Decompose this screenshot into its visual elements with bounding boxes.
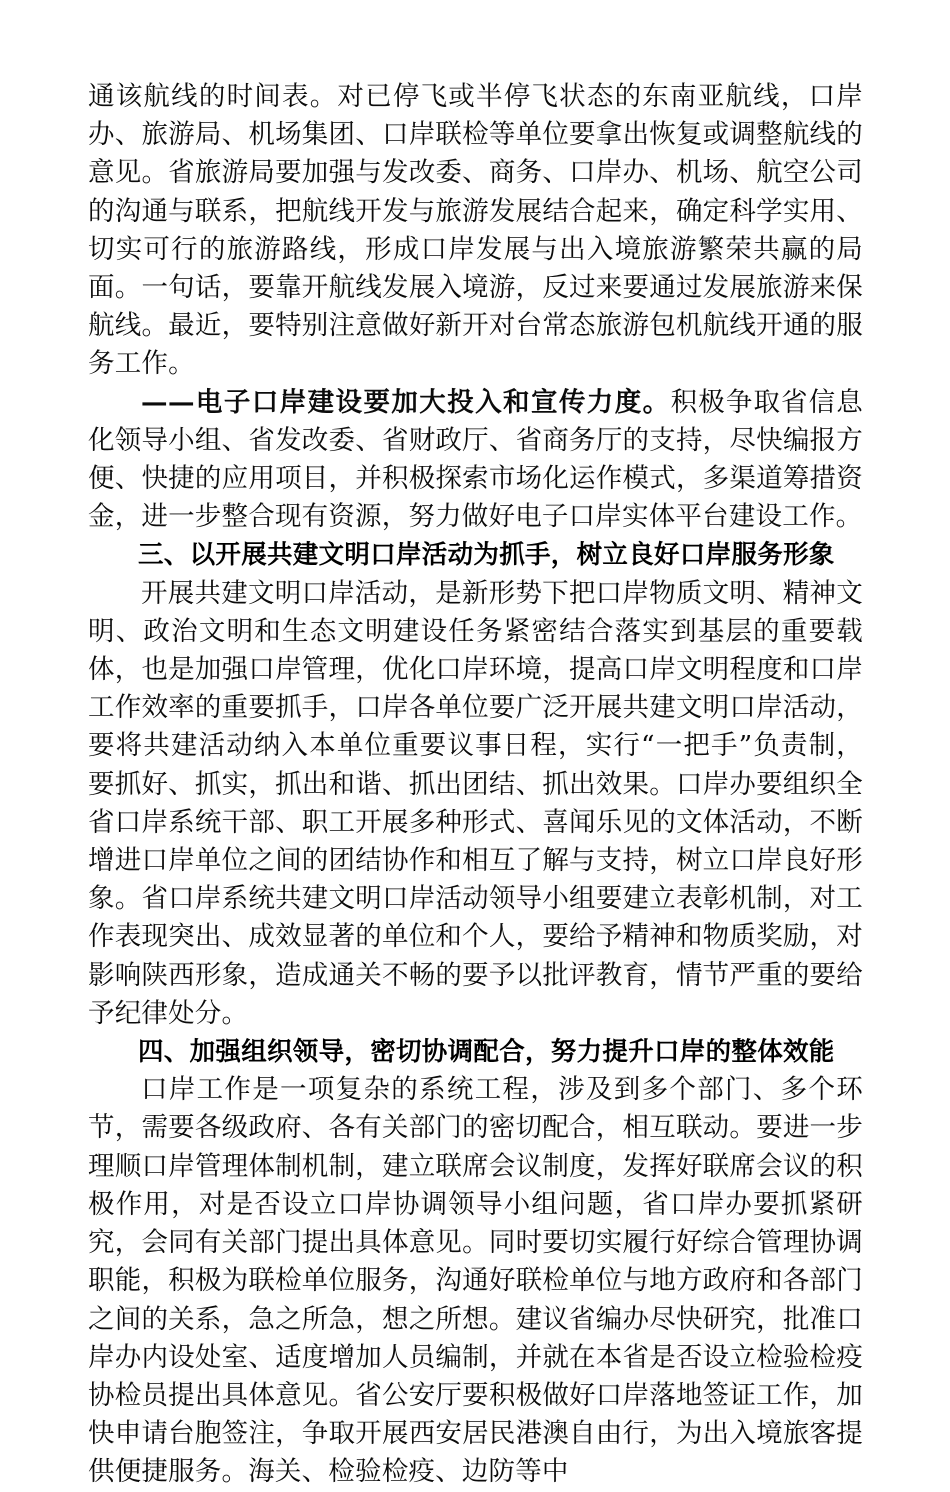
paragraph-continued-from-previous-page: 通该航线的时间表。对已停飞或半停飞状态的东南亚航线，口岸办、旅游局、机场集团、口岸联检等单位要拿出恢复或调整航线的意见。省旅游局要加强与发改委、商务、口岸办、机场、航空公司的沟通与联系，把航线开发与旅游发展结合起来，确定科学实用、切实可行的旅游路线，形成口岸发展与出入境旅游繁荣共赢的局面。一句话，要靠开航线发展入境游，反过来要通过发展旅游来保航线。最近，要特别注意做好新开对台常态旅游包机航线开通的服务工作。 bbox=[88, 81, 863, 380]
document-text-column bbox=[88, 78, 863, 1492]
paragraph-civilized-port-activities: 开展共建文明口岸活动，是新形势下把口岸物质文明、精神文明、政治文明和生态文明建设任务紧密结合落实到基层的重要载体，也是加强口岸管理，优化口岸环境，提高口岸文明程度和口岸工作效率的重要抓手，口岸各单位要广泛开展共建文明口岸活动，要将共建活动纳入本单位重要议事日程，实行“一把手”负责制，要抓好、抓实，抓出和谐、抓出团结、抓出效果。口岸办要组织全省口岸系统干部、职工开展多种形式、喜闻乐见的文体活动，不断增进口岸单位之间的团结协作和相互了解与支持，树立口岸良好形象。省口岸系统共建文明口岸活动领导小组要建立表彰机制，对工作表现突出、成效显著的单位和个人，要给予精神和物质奖励，对影响陕西形象，造成通关不畅的要予以批评教育，情节严重的要给予纪律处分。 bbox=[88, 577, 863, 1029]
section-heading-four: 四、加强组织领导，密切协调配合，努力提升口岸的整体效能 bbox=[138, 1037, 835, 1068]
paragraph-strengthen-organizational-leadership: 口岸工作是一项复杂的系统工程，涉及到多个部门、多个环节，需要各级政府、各有关部门的密切配合，相互联动。要进一步理顺口岸管理体制机制，建立联席会议制度，发挥好联席会议的积极作用，对是否设立口岸协调领导小组问题，省口岸办要抓紧研究，会同有关部门提出具体意见。同时要切实履行好综合管理协调职能，积极为联检单位服务，沟通好联检单位与地方政府和各部门之间的关系，急之所急，想之所想。建议省编办尽快研究，批准口岸办内设处室、适度增加人员编制，并就在本省是否设立检验检疫协检员提出具体意见。省公安厅要积极做好口岸落地签证工作，加快申请台胞签注，争取开展西安居民港澳自由行，为出入境旅客提供便捷服务。海关、检验检疫、边防等中 bbox=[88, 1074, 863, 1488]
paragraph-electronic-port-construction bbox=[88, 384, 863, 537]
section-heading-three: 三、以开展共建文明口岸活动为抓手，树立良好口岸服务形象 bbox=[138, 540, 835, 571]
bold-lead-in-electronic-port: ——电子口岸建设要加大投入和宣传力度。 bbox=[141, 386, 671, 418]
paragraph-body-electronic-port: 积极争取省信息化领导小组、省发改委、省财政厅、省商务厅的支持，尽快编报方便、快捷的应用项目，并积极探索市场化运作模式，多渠道筹措资金，进一步整合现有资源，努力做好电子口岸实体平台建设工作。 bbox=[88, 386, 864, 533]
